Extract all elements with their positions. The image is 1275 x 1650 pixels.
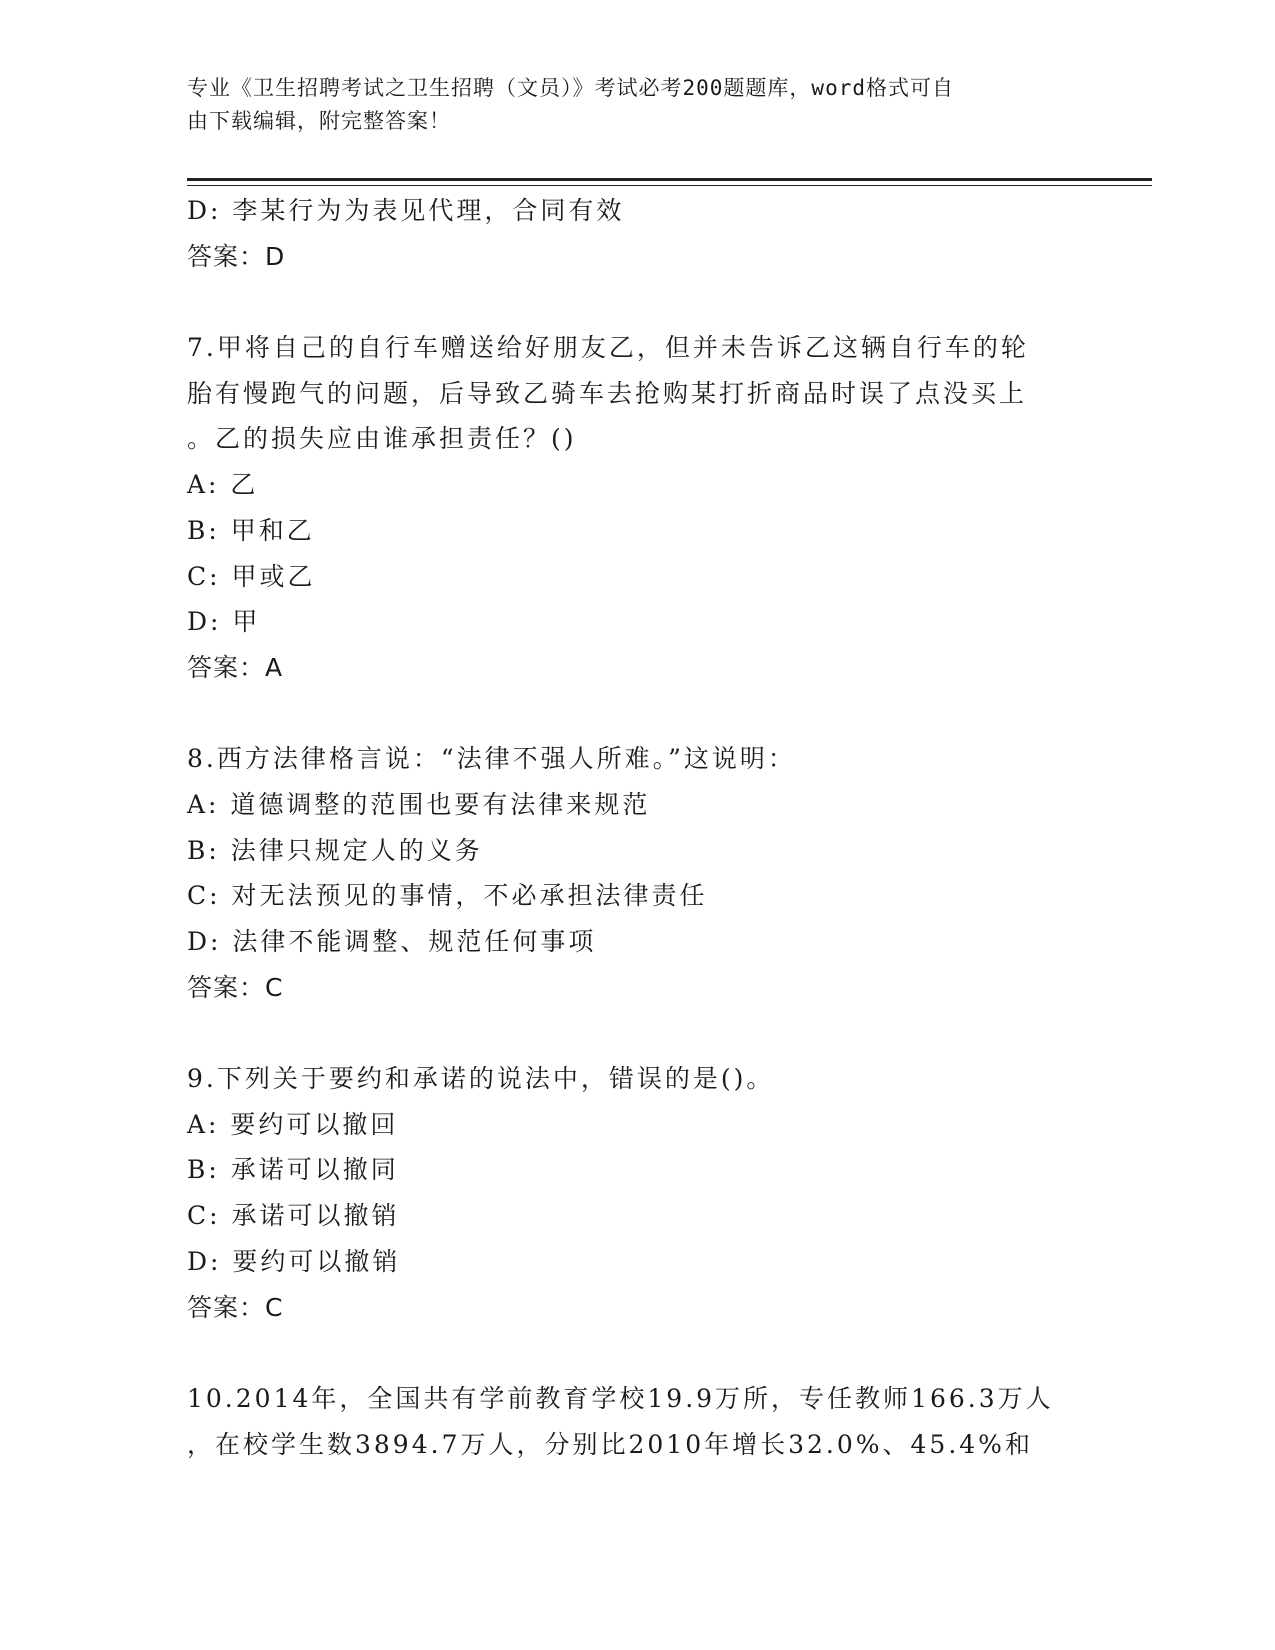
option-d: D: 李某行为为表见代理，合同有效 [187,196,625,225]
option-d: D: 要约可以撤销 [187,1246,401,1276]
answer-line: 答案：A [187,652,284,682]
option-a: A: 乙 [187,470,259,500]
header-line-2: 由下载编辑，附完整答案！ [187,109,451,133]
answer-line: 答案：C [187,972,284,1002]
option-d: D: 法律不能调整、规范任何事项 [187,927,597,956]
option-a: A: 道德调整的范围也要有法律来规范 [187,789,651,819]
question-stem: ，在校学生数3894.7万人，分别比2010年增长32.0%、45.4%和 [187,1429,1033,1459]
question-9 [187,1056,1067,1330]
question-7 [187,325,1067,691]
header-rule-thick [187,178,1152,181]
option-c: C: 甲或乙 [187,561,316,591]
option-b: B: 承诺可以撤同 [187,1155,399,1185]
option-b: B: 法律只规定人的义务 [187,835,483,865]
answer-line: 答案：D [187,241,286,271]
option-c: C: 对无法预见的事情，不必承担法律责任 [187,881,708,911]
option-d: D: 甲 [187,607,261,637]
document-header [187,72,1067,138]
question-stem: 9.下列关于要约和承诺的说法中，错误的是()。 [187,1064,775,1094]
question-stem: 胎有慢跑气的问题，后导致乙骑车去抢购某打折商品时误了点没买上 [187,378,1028,408]
question-8 [187,736,1067,1010]
spacer [187,279,1067,325]
option-c: C: 承诺可以撤销 [187,1201,400,1231]
question-stem: 7.甲将自己的自行车赠送给好朋友乙，但并未告诉乙这辆自行车的轮 [187,333,1029,363]
spacer [187,1010,1067,1056]
answer-line: 答案：C [187,1292,284,1322]
question-10 [187,1376,1067,1467]
option-a: A: 要约可以撤回 [187,1109,399,1139]
carryover-question [187,188,1067,279]
question-stem: 。乙的损失应由谁承担责任？() [187,424,577,454]
spacer [187,1330,1067,1376]
question-stem: 10.2014年，全国共有学前教育学校19.9万所，专任教师166.3万人 [187,1383,1054,1413]
header-rule-thin [187,185,1152,186]
question-stem: 8.西方法律格言说：“法律不强人所难。”这说明： [187,744,796,774]
option-b: B: 甲和乙 [187,515,315,545]
header-line-1: 专业《卫生招聘考试之卫生招聘（文员）》考试必考200题题库，word格式可自 [187,76,954,100]
document-body [187,188,1067,1467]
spacer [187,691,1067,737]
